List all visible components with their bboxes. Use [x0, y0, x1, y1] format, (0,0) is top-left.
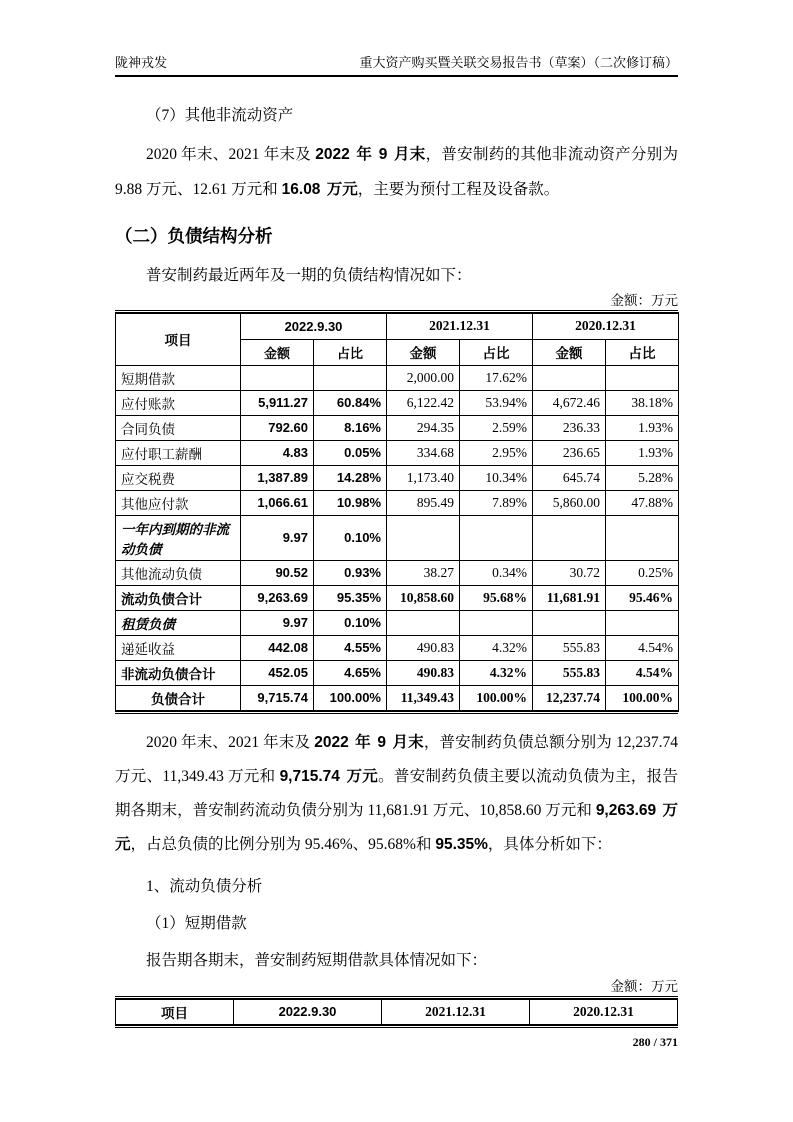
table-cell — [606, 365, 679, 390]
table-cell — [533, 610, 606, 635]
table-row — [116, 660, 679, 685]
table-cell: 100.00% — [460, 685, 533, 711]
sub-header-amount: 金额 — [387, 339, 460, 365]
table-cell: 38.18% — [606, 390, 679, 415]
text-run: 。普安制药负债主要以流动负债为主，报告期各期末，普安制药流动负债分别为 11,681.91 万元、10,858.60 万元和 — [115, 767, 678, 819]
col-header-2021-12-31: 2021.12.31 — [387, 313, 533, 339]
table-cell: 1,387.89 — [241, 465, 314, 490]
table-cell: 95.46% — [606, 585, 679, 610]
table-cell: 4,672.46 — [533, 390, 606, 415]
table-cell: 555.83 — [533, 635, 606, 660]
sub-header-ratio: 占比 — [460, 339, 533, 365]
liability-structure-table — [115, 312, 679, 712]
table-cell: 2.95% — [460, 440, 533, 465]
table-cell: 8.16% — [314, 415, 387, 440]
row-label: 租赁负债 — [116, 610, 241, 635]
heading-item7-other-noncurrent-assets: （7）其他非流动资产 — [146, 107, 294, 124]
table-cell: 4.32% — [460, 635, 533, 660]
unit-label-1: 金额：万元 — [610, 293, 678, 308]
sub-header-amount: 金额 — [533, 339, 606, 365]
table-cell: 1,173.40 — [387, 465, 460, 490]
table-cell — [460, 515, 533, 560]
col-header-2020-12-31: 2020.12.31 — [533, 313, 679, 339]
table-cell: 10,858.60 — [387, 585, 460, 610]
table-row — [116, 635, 679, 660]
table-cell: 236.65 — [533, 440, 606, 465]
row-label: 负债合计 — [116, 685, 241, 711]
table-cell: 895.49 — [387, 490, 460, 515]
table-cell: 4.54% — [606, 635, 679, 660]
table-cell: 47.88% — [606, 490, 679, 515]
paragraph-liability-totals — [115, 726, 678, 862]
table-cell: 555.83 — [533, 660, 606, 685]
row-label: 递延收益 — [116, 635, 241, 660]
table-row — [116, 440, 679, 465]
table-cell: 452.05 — [241, 660, 314, 685]
table-cell: 12,237.74 — [533, 685, 606, 711]
table-cell — [314, 365, 387, 390]
table-row — [116, 515, 679, 560]
heading-liability-structure-analysis: （二）负债结构分析 — [115, 226, 273, 246]
row-label: 其他流动负债 — [116, 560, 241, 585]
row-label: 非流动负债合计 — [116, 660, 241, 685]
table-cell: 14.28% — [314, 465, 387, 490]
table-cell: 4.65% — [314, 660, 387, 685]
table-cell: 1.93% — [606, 415, 679, 440]
text-run: 2020 年末、2021 年末及 — [146, 733, 315, 751]
page-number: 280 / 371 — [632, 1034, 678, 1049]
table-cell: 4.32% — [460, 660, 533, 685]
table-cell: 2.59% — [460, 415, 533, 440]
table-cell: 11,349.43 — [387, 685, 460, 711]
paragraph-other-noncurrent-assets — [115, 137, 678, 207]
table-cell — [533, 365, 606, 390]
table-cell: 1.93% — [606, 440, 679, 465]
liability-structure-table-frame — [115, 310, 678, 714]
table-cell: 645.74 — [533, 465, 606, 490]
row-label: 应付职工薪酬 — [116, 440, 241, 465]
sub-header-ratio: 占比 — [606, 339, 679, 365]
table-row — [116, 390, 679, 415]
text-run: 2020 年末、2021 年末及 — [146, 146, 316, 163]
short-term-loan-table-frame — [115, 996, 678, 1028]
table-row — [116, 490, 679, 515]
table-cell: 0.10% — [314, 610, 387, 635]
table-cell: 10.34% — [460, 465, 533, 490]
table-cell — [606, 515, 679, 560]
table-row — [116, 365, 679, 390]
text-run-bold: 95.35% — [435, 835, 488, 853]
table-cell — [533, 515, 606, 560]
table-header-row-groups — [116, 313, 679, 339]
row-label: 应交税费 — [116, 465, 241, 490]
table-cell: 9.97 — [241, 515, 314, 560]
table-cell: 490.83 — [387, 635, 460, 660]
table-cell: 10.98% — [314, 490, 387, 515]
liability-table-body — [116, 365, 679, 711]
table-row — [116, 685, 679, 711]
table-cell: 0.34% — [460, 560, 533, 585]
col-header-item: 项目 — [116, 999, 234, 1025]
text-run: ，主要为预付工程及设备款。 — [357, 181, 560, 198]
table-cell: 9,715.74 — [241, 685, 314, 711]
sub-header-ratio: 占比 — [314, 339, 387, 365]
text-run: ，具体分析如下： — [487, 835, 612, 853]
document-header — [115, 0, 678, 77]
text-run-bold: 2022 年 9 月末 — [314, 733, 424, 751]
table-cell: 6,122.42 — [387, 390, 460, 415]
table-cell: 0.05% — [314, 440, 387, 465]
short-term-loan-table — [115, 998, 678, 1026]
table-cell — [241, 365, 314, 390]
text-run-bold: 9,715.74 万元 — [279, 767, 379, 785]
liability-table-intro: 普安制药最近两年及一期的负债结构情况如下： — [146, 267, 472, 284]
col-header-2022-09-30: 2022.9.30 — [234, 999, 382, 1025]
table-cell: 4.55% — [314, 635, 387, 660]
table-cell: 90.52 — [241, 560, 314, 585]
col-header-item: 项目 — [116, 313, 241, 365]
table-cell: 792.60 — [241, 415, 314, 440]
table-cell: 0.25% — [606, 560, 679, 585]
table-cell: 30.72 — [533, 560, 606, 585]
table-cell — [606, 610, 679, 635]
header-report-title: 重大资产购买暨关联交易报告书（草案）（二次修订稿） — [359, 55, 678, 70]
row-label: 合同负债 — [116, 415, 241, 440]
table-cell: 17.62% — [460, 365, 533, 390]
table-cell: 4.83 — [241, 440, 314, 465]
table-cell: 0.10% — [314, 515, 387, 560]
table-cell: 7.89% — [460, 490, 533, 515]
table-header-row — [116, 999, 678, 1025]
table-cell: 100.00% — [314, 685, 387, 711]
row-label: 其他应付款 — [116, 490, 241, 515]
table-cell: 95.35% — [314, 585, 387, 610]
table-cell: 334.68 — [387, 440, 460, 465]
table-row — [116, 415, 679, 440]
table-cell: 60.84% — [314, 390, 387, 415]
table-cell: 5.28% — [606, 465, 679, 490]
table-cell: 9.97 — [241, 610, 314, 635]
unit-label-2: 金额：万元 — [610, 978, 678, 994]
table-row — [116, 465, 679, 490]
table-cell: 236.33 — [533, 415, 606, 440]
table-cell: 1,066.61 — [241, 490, 314, 515]
text-run: ，普安制药负债总额分别为 12,237.74 万元、11,349.43 万元和 — [115, 733, 678, 785]
header-company-name: 陇神戎发 — [115, 55, 168, 70]
table-cell: 442.08 — [241, 635, 314, 660]
table-cell: 11,681.91 — [533, 585, 606, 610]
table-cell: 2,000.00 — [387, 365, 460, 390]
table-cell — [387, 515, 460, 560]
table-cell: 38.27 — [387, 560, 460, 585]
table-cell: 5,860.00 — [533, 490, 606, 515]
table-cell: 294.35 — [387, 415, 460, 440]
table-cell: 53.94% — [460, 390, 533, 415]
table-cell — [387, 610, 460, 635]
col-header-2020-12-31: 2020.12.31 — [530, 999, 678, 1025]
text-run: ，普安制药的其他非流动资产分别为 9.88 万元、12.61 万元和 — [115, 146, 678, 198]
table-row — [116, 610, 679, 635]
table-cell: 490.83 — [387, 660, 460, 685]
table-cell: 4.54% — [606, 660, 679, 685]
table-cell: 100.00% — [606, 685, 679, 711]
heading-short-term-loan: （1）短期借款 — [146, 914, 247, 932]
text-run-bold: 9,263.69 万元 — [115, 801, 678, 853]
table-cell: 9,263.69 — [241, 585, 314, 610]
table-cell: 95.68% — [460, 585, 533, 610]
text-run: ，占总负债的比例分别为 95.46%、95.68%和 — [130, 835, 436, 853]
row-label: 短期借款 — [116, 365, 241, 390]
text-run-bold: 2022 年 9 月末 — [315, 146, 426, 163]
short-term-loan-table-intro: 报告期各期末，普安制药短期借款具体情况如下： — [146, 951, 488, 969]
sub-header-amount: 金额 — [241, 339, 314, 365]
col-header-2021-12-31: 2021.12.31 — [382, 999, 530, 1025]
col-header-2022-09-30: 2022.9.30 — [241, 313, 387, 339]
heading-current-liability-analysis: 1、流动负债分析 — [146, 877, 263, 895]
row-label: 流动负债合计 — [116, 585, 241, 610]
table-cell: 0.93% — [314, 560, 387, 585]
table-row — [116, 585, 679, 610]
table-cell: 5,911.27 — [241, 390, 314, 415]
text-run-bold: 16.08 万元 — [281, 181, 358, 198]
table-row — [116, 560, 679, 585]
row-label: 应付账款 — [116, 390, 241, 415]
table-cell — [460, 610, 533, 635]
row-label: 一年内到期的非流动负债 — [116, 515, 241, 560]
